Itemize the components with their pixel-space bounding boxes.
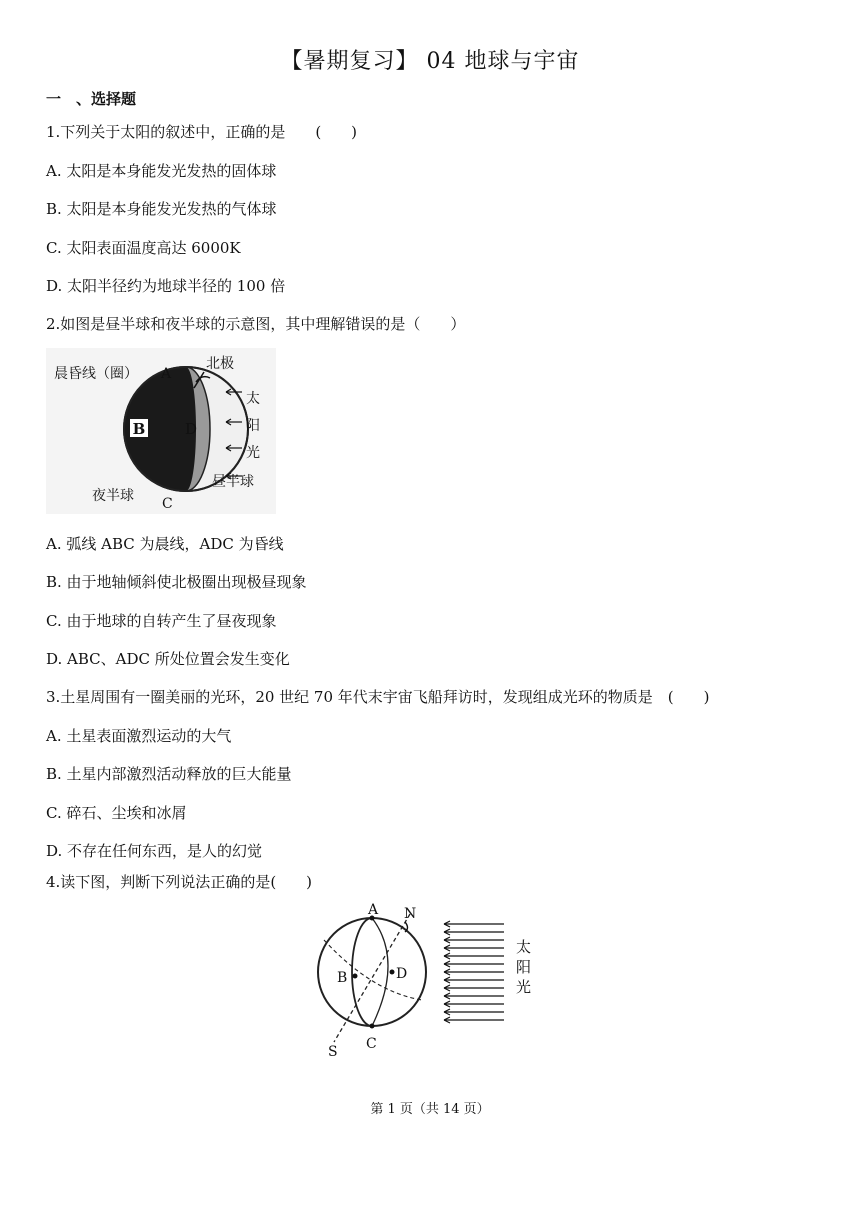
figure2-night-hemisphere-label: 夜半球: [92, 488, 134, 504]
figure4-sun-char-3: 光: [516, 978, 532, 996]
figure4-sun-char-1: 太: [516, 938, 532, 956]
figure4-label-n: N: [404, 906, 417, 922]
figure2-north-pole-label: 北极: [206, 356, 234, 372]
section-heading: 一 、选择题: [46, 90, 137, 108]
figure2-sun-char-1: 太: [246, 391, 260, 407]
question-3-option-a: A. 土星表面激烈运动的大气: [46, 727, 232, 745]
figure2-sun-char-3: 光: [246, 445, 260, 461]
question-2-option-a: A. 弧线 ABC 为晨线，ADC 为昏线: [46, 535, 284, 553]
day-night-hemisphere-figure: [46, 348, 276, 514]
figure2-terminator-label: 晨昏线（圈）: [54, 366, 138, 382]
earth-axis-figure: [312, 900, 542, 1068]
question-4-stem: 4.读下图，判断下列说法正确的是( ): [46, 873, 313, 891]
figure2-day-hemisphere-label: 昼半球: [212, 474, 254, 490]
figure4-label-b: B: [337, 970, 348, 986]
question-2-option-d: D. ABC、ADC 所处位置会发生变化: [46, 650, 290, 668]
figure4-label-a: A: [368, 902, 379, 918]
figure4-label-s: S: [328, 1044, 338, 1060]
question-1-option-d: D. 太阳半径约为地球半径的 100 倍: [46, 277, 286, 295]
page-footer: 第 1 页（共 14 页）: [370, 1102, 490, 1117]
question-3-option-c: C. 碎石、尘埃和冰屑: [46, 804, 187, 822]
figure2-label-d: D: [184, 420, 198, 438]
question-3-option-d: D. 不存在任何东西，是人的幻觉: [46, 842, 263, 860]
figure4-label-d: D: [396, 966, 408, 982]
question-2-option-c: C. 由于地球的自转产生了昼夜现象: [46, 612, 277, 630]
sunlight-arrows: [444, 921, 504, 1023]
figure2-label-c: C: [162, 496, 173, 512]
figure2-sun-char-2: 阳: [246, 418, 260, 434]
question-1-option-b: B. 太阳是本身能发光发热的气体球: [46, 200, 277, 218]
figure2-label-b: B: [132, 420, 146, 438]
question-1-option-c: C. 太阳表面温度高达 6000K: [46, 239, 241, 257]
page-title: 【暑期复习】 04 地球与宇宙: [280, 49, 580, 74]
question-2-option-b: B. 由于地轴倾斜使北极圈出现极昼现象: [46, 573, 307, 591]
question-1-stem: 1.下列关于太阳的叙述中，正确的是 ( ): [46, 123, 358, 141]
question-3-stem: 3.土星周围有一圈美丽的光环，20 世纪 70 年代末宇宙飞船拜访时，发现组成光环的物质是 ( ): [46, 688, 710, 706]
figure4-label-c: C: [366, 1036, 377, 1052]
question-2-stem: 2.如图是昼半球和夜半球的示意图，其中理解错误的是（ ）: [46, 315, 466, 333]
question-3-option-b: B. 土星内部激烈活动释放的巨大能量: [46, 765, 292, 783]
figure4-sun-char-2: 阳: [516, 958, 532, 976]
question-1-option-a: A. 太阳是本身能发光发热的固体球: [46, 162, 277, 180]
figure2-label-a: A: [161, 366, 172, 382]
